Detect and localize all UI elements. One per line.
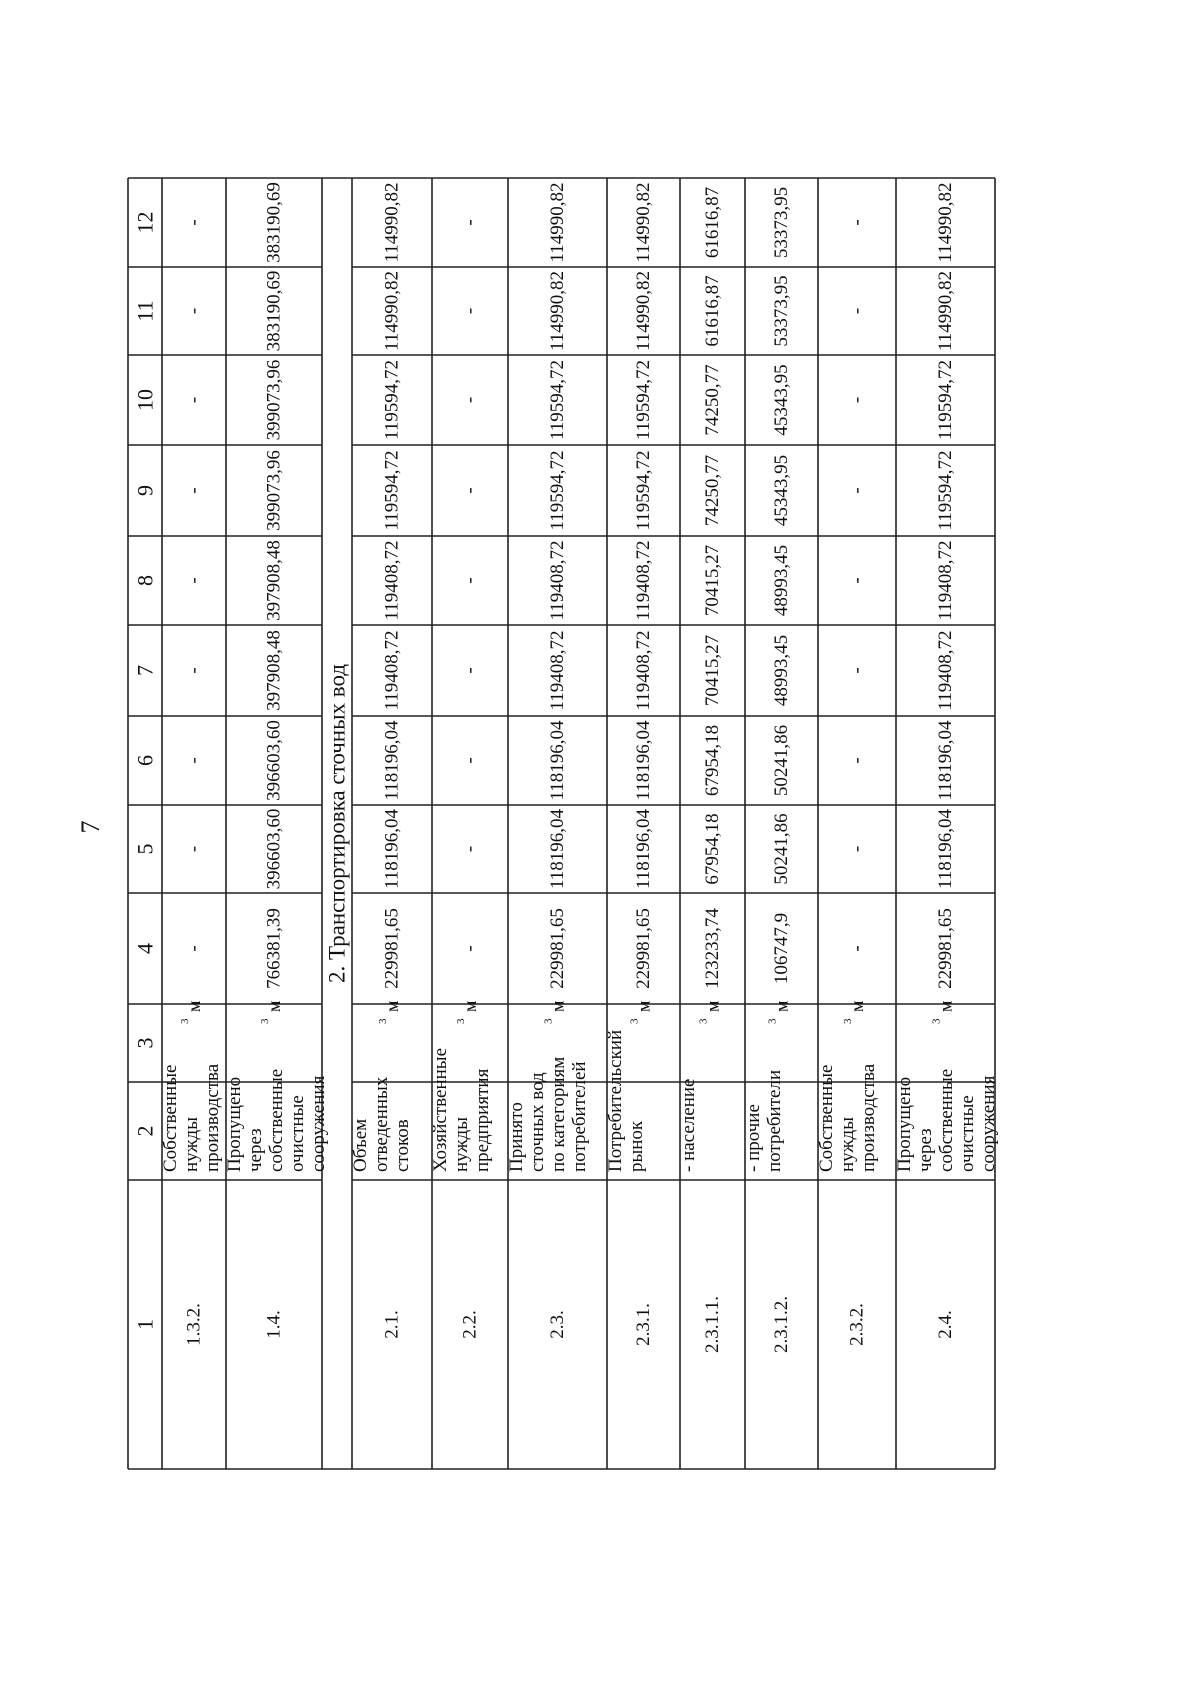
unit-cell: м <box>460 1000 480 1012</box>
row-name <box>894 1069 999 1172</box>
row-name <box>350 1076 413 1172</box>
value-cell: 53373,95 <box>771 275 792 347</box>
column-header: 10 <box>132 389 158 411</box>
value-cell: - <box>846 307 868 315</box>
value-cell: 45343,95 <box>771 364 792 436</box>
column-header: 1 <box>132 1319 158 1330</box>
value-cell: 106747,9 <box>771 912 792 985</box>
value-cell: 61616,87 <box>702 186 723 259</box>
row-name-line: через <box>245 1128 266 1172</box>
row-name-line: стоков <box>392 1119 413 1172</box>
row-name-line: нужды <box>837 1117 858 1172</box>
value-cell: 70415,27 <box>702 544 723 617</box>
value-cell: - <box>459 219 481 226</box>
value-cell: 396603,60 <box>263 808 285 890</box>
value-cell: 119594,72 <box>633 359 654 441</box>
row-name <box>506 1057 590 1172</box>
value-cell: 229981,65 <box>633 908 654 989</box>
row-name-line: очистные <box>957 1095 978 1172</box>
value-cell: - <box>846 667 868 674</box>
unit-superscript: 3 <box>628 1018 641 1024</box>
value-cell: - <box>846 487 868 494</box>
value-cell: 67954,18 <box>702 724 723 797</box>
value-cell: 118196,04 <box>935 808 956 890</box>
value-cell: 114990,82 <box>633 270 654 352</box>
value-cell: 118196,04 <box>381 808 403 890</box>
unit-superscript: 3 <box>766 1018 779 1024</box>
value-cell: 119408,72 <box>547 630 568 711</box>
row-name <box>605 1030 647 1172</box>
value-cell: 114990,82 <box>633 182 654 263</box>
value-cell: - <box>183 945 205 952</box>
value-cell: 229981,65 <box>547 908 568 989</box>
value-cell: 119408,72 <box>381 540 403 621</box>
column-header: 4 <box>132 943 158 954</box>
column-header: 5 <box>132 843 158 855</box>
row-name <box>160 1063 223 1172</box>
value-cell: - <box>183 845 205 853</box>
value-cell: - <box>183 667 205 674</box>
value-cell: 119594,72 <box>381 450 403 531</box>
unit-cell: м <box>382 1000 402 1012</box>
row-name-line: предприятия <box>472 1068 493 1172</box>
value-cell: 119408,72 <box>547 540 568 621</box>
column-header: 8 <box>132 575 158 586</box>
value-cell: 70415,27 <box>702 634 723 707</box>
unit-cell: м <box>264 1000 284 1012</box>
unit-superscript: 3 <box>697 1018 710 1024</box>
value-cell: - <box>183 577 205 584</box>
value-cell: 114990,82 <box>935 270 956 352</box>
unit-superscript: 3 <box>179 1018 191 1024</box>
value-cell: - <box>846 577 868 584</box>
value-cell: 119408,72 <box>935 630 956 711</box>
value-cell: 45343,95 <box>771 454 792 527</box>
value-cell: 50241,86 <box>771 813 792 885</box>
value-cell: 119594,72 <box>547 359 568 441</box>
value-cell: 50241,86 <box>771 724 792 797</box>
section-title: 2. Транспортировка сточных вод <box>324 663 350 984</box>
value-cell: 74250,77 <box>702 454 723 527</box>
value-cell: - <box>846 757 868 764</box>
row-code: 1.3.2. <box>183 1303 205 1346</box>
value-cell: 118196,04 <box>547 808 568 890</box>
value-cell: 119408,72 <box>381 630 403 711</box>
row-name-line: отведенных <box>371 1076 392 1172</box>
unit-cell: м <box>184 1000 204 1012</box>
unit-cell: м <box>847 1000 867 1012</box>
value-cell: - <box>459 667 481 674</box>
value-cell: 48993,45 <box>771 634 792 707</box>
row-name-line: Пропущено <box>224 1076 245 1172</box>
row-name-line: - население <box>678 1078 699 1172</box>
value-cell: 61616,87 <box>702 275 723 347</box>
row-code: 2.4. <box>935 1310 956 1339</box>
row-name-line: производства <box>202 1063 223 1172</box>
value-cell: 48993,45 <box>771 544 792 617</box>
value-cell: 229981,65 <box>935 908 956 989</box>
value-cell: 114990,82 <box>935 182 956 263</box>
value-cell: 397908,48 <box>263 540 285 621</box>
page-number: 7 <box>76 820 105 834</box>
value-cell: 119408,72 <box>633 630 654 711</box>
row-code: 2.3.1.2. <box>771 1296 792 1353</box>
row-name <box>678 1079 699 1172</box>
value-cell: 383190,69 <box>263 182 285 263</box>
row-name-line: Хозяйственные <box>430 1047 451 1172</box>
value-cell: 397908,48 <box>263 630 285 711</box>
value-cell: - <box>183 307 205 315</box>
value-cell: 119594,72 <box>381 359 403 441</box>
unit-cell: м <box>771 1000 792 1012</box>
value-cell: - <box>459 307 481 315</box>
value-cell: 53373,95 <box>771 186 792 259</box>
row-name-line: Принято <box>506 1102 527 1172</box>
row-name-line: рынок <box>626 1120 647 1172</box>
value-cell: 119408,72 <box>935 540 956 621</box>
row-code: 2.3.2. <box>846 1303 868 1346</box>
row-name-line: Собственные <box>160 1064 181 1172</box>
value-cell: - <box>459 396 481 404</box>
value-cell: - <box>183 487 205 494</box>
value-cell: 119408,72 <box>633 540 654 621</box>
row-name-line: Потребительский <box>605 1029 626 1172</box>
value-cell: 114990,82 <box>381 182 403 263</box>
value-cell: 123233,74 <box>702 908 723 989</box>
column-header: 12 <box>132 211 158 234</box>
row-name <box>743 1070 785 1172</box>
row-name-line: через <box>915 1128 936 1172</box>
value-cell: - <box>459 577 481 584</box>
row-code: 2.3.1.1. <box>702 1296 723 1353</box>
column-header: 3 <box>132 1037 158 1049</box>
value-cell: - <box>459 487 481 494</box>
row-name-line: - прочие <box>743 1104 764 1172</box>
unit-superscript: 3 <box>930 1018 943 1024</box>
value-cell: - <box>183 757 205 764</box>
value-cell: 74250,77 <box>702 364 723 436</box>
row-code: 2.2. <box>459 1310 481 1339</box>
value-cell: 118196,04 <box>633 808 654 890</box>
value-cell: - <box>459 757 481 764</box>
row-code: 2.1. <box>381 1310 403 1339</box>
row-name-line: собственные <box>936 1068 957 1172</box>
value-cell: 118196,04 <box>633 720 654 801</box>
value-cell: 119594,72 <box>935 359 956 441</box>
value-cell: 114990,82 <box>547 270 568 352</box>
value-cell: - <box>459 945 481 952</box>
value-cell: 766381,39 <box>263 908 285 989</box>
value-cell: 399073,96 <box>263 450 285 531</box>
row-name-line: нужды <box>451 1117 472 1172</box>
value-cell: - <box>846 219 868 226</box>
value-cell: 119594,72 <box>633 450 654 531</box>
unit-superscript: 3 <box>259 1018 271 1024</box>
row-name-line: Собственные <box>816 1064 837 1172</box>
value-cell: 67954,18 <box>702 813 723 885</box>
row-code: 1.4. <box>263 1310 285 1339</box>
column-header: 6 <box>132 755 158 766</box>
value-cell: 119594,72 <box>935 450 956 531</box>
row-name <box>430 1048 493 1172</box>
value-cell: 114990,82 <box>381 270 403 352</box>
column-header: 2 <box>132 1125 158 1137</box>
value-cell: 119594,72 <box>547 450 568 531</box>
row-code: 2.3. <box>547 1310 568 1339</box>
unit-cell: м <box>702 1000 723 1012</box>
value-cell: - <box>846 396 868 404</box>
value-cell: 114990,82 <box>547 182 568 263</box>
value-cell: - <box>846 945 868 952</box>
row-name <box>224 1069 329 1172</box>
column-header: 11 <box>132 300 158 322</box>
value-cell: - <box>846 845 868 853</box>
column-header: 9 <box>132 485 158 496</box>
row-name-line: сточных вод <box>527 1072 548 1172</box>
row-name-line: сооружения <box>308 1075 329 1172</box>
unit-superscript: 3 <box>842 1018 854 1024</box>
unit-superscript: 3 <box>455 1018 467 1024</box>
row-name-line: собственные <box>266 1068 287 1172</box>
row-name-line: производства <box>858 1063 879 1172</box>
row-name <box>816 1063 879 1172</box>
value-cell: - <box>183 219 205 226</box>
value-cell: 118196,04 <box>935 720 956 801</box>
value-cell: 383190,69 <box>263 270 285 352</box>
row-name-line: нужды <box>181 1117 202 1172</box>
column-header: 7 <box>132 665 158 676</box>
value-cell: 118196,04 <box>547 720 568 801</box>
value-cell: 396603,60 <box>263 720 285 801</box>
row-name-line: Объем <box>350 1118 371 1172</box>
row-name-line: сооружения <box>978 1075 999 1172</box>
unit-cell: м <box>633 1000 654 1012</box>
row-name-line: потребителей <box>569 1061 590 1172</box>
row-name-line: очистные <box>287 1095 308 1172</box>
row-name-line: потребители <box>764 1069 785 1172</box>
unit-superscript: 3 <box>377 1018 389 1024</box>
value-cell: 399073,96 <box>263 359 285 441</box>
unit-cell: м <box>547 1000 568 1012</box>
value-cell: - <box>459 845 481 853</box>
value-cell: 229981,65 <box>381 908 403 989</box>
row-name-line: Пропущено <box>894 1076 915 1172</box>
unit-cell: м <box>935 1000 956 1012</box>
unit-superscript: 3 <box>542 1018 555 1024</box>
value-cell: - <box>183 396 205 404</box>
row-code: 2.3.1. <box>633 1303 654 1346</box>
row-name-line: по категориям <box>548 1056 569 1172</box>
value-cell: 118196,04 <box>381 720 403 801</box>
